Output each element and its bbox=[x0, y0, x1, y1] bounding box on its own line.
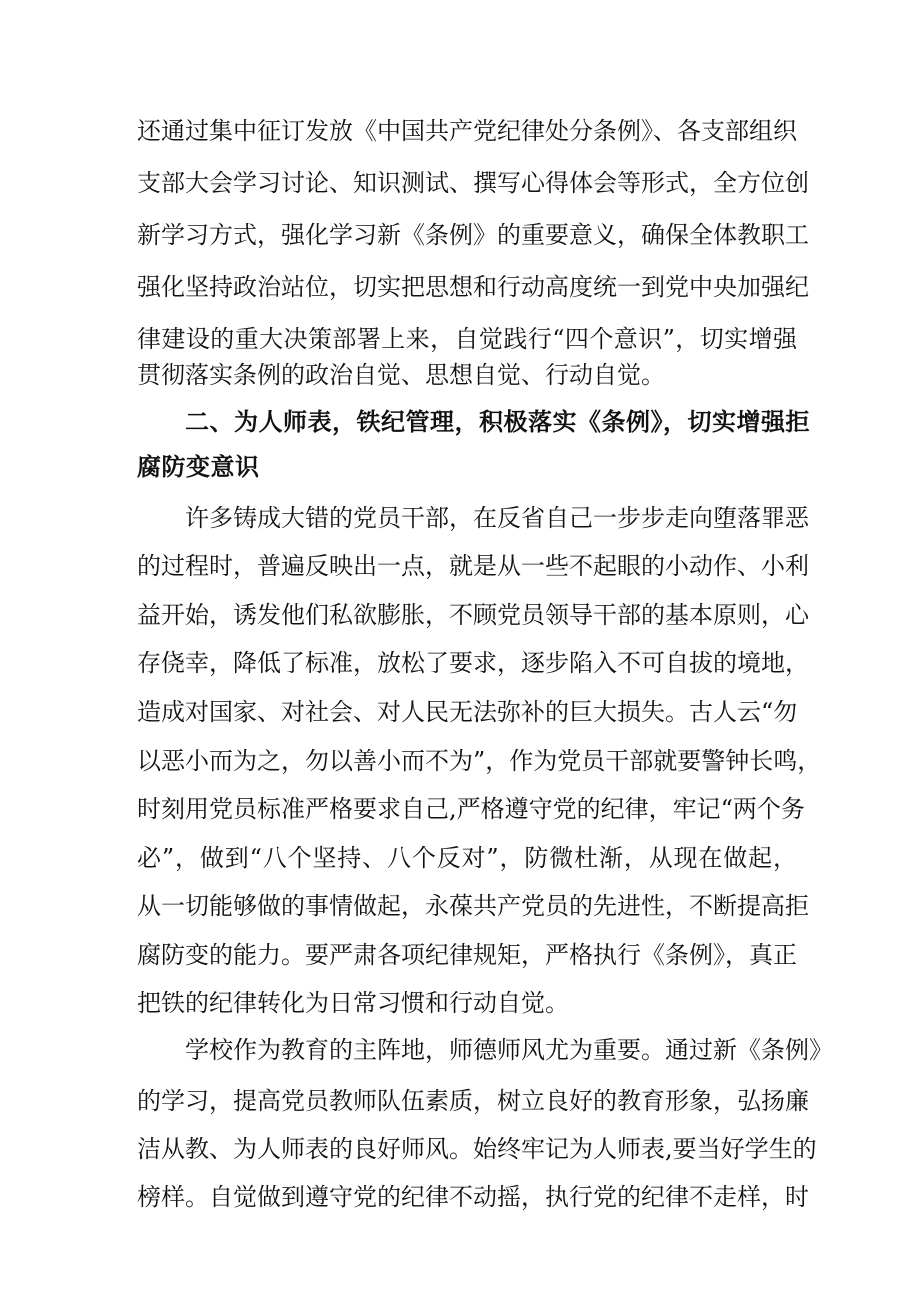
paragraph-line: 把铁的纪律转化为日常习惯和行动自觉。 bbox=[137, 989, 569, 1017]
paragraph-line: 存侥幸，降低了标准，放松了要求，逐步陷入不可自拔的境地， bbox=[137, 649, 809, 677]
paragraph-line: 强化坚持政治站位，切实把思想和行动高度统一到党中央加强纪 bbox=[137, 273, 809, 301]
paragraph-line: 榜样。自觉做到遵守党的纪律不动摇，执行党的纪律不走样，时 bbox=[137, 1183, 809, 1211]
heading-line: 二、为人师表，铁纪管理，积极落实《条例》，切实增强拒 bbox=[185, 408, 810, 436]
paragraph-line: 的过程时，普遍反映出一点，就是从一些不起眼的小动作、小利 bbox=[137, 552, 809, 580]
heading-line: 腐防变意识 bbox=[137, 453, 260, 481]
paragraph-line: 学校作为教育的主阵地，师德师风尤为重要。通过新《条例》 bbox=[185, 1036, 833, 1064]
paragraph-line: 许多铸成大错的党员干部，在反省自己一步步走向堕落罪恶 bbox=[185, 504, 809, 532]
paragraph-line: 以恶小而为之，勿以善小而不为”，作为党员干部就要警钟长鸣， bbox=[137, 747, 822, 775]
paragraph-line: 腐防变的能力。要严肃各项纪律规矩，严格执行《条例》，真正 bbox=[137, 941, 797, 969]
paragraph-line: 造成对国家、对社会、对人民无法弥补的巨大损失。古人云“勿 bbox=[137, 698, 798, 726]
paragraph-line: 益开始，诱发他们私欲膨胀，不顾党员领导干部的基本原则，心 bbox=[137, 601, 809, 629]
paragraph-line: 贯彻落实条例的政治自觉、思想自觉、行动自觉。 bbox=[137, 361, 665, 389]
paragraph-line: 律建设的重大决策部署上来，自觉践行“四个意识”，切实增强 bbox=[137, 325, 797, 353]
paragraph-line: 还通过集中征订发放《中国共产党纪律处分条例》、各支部组织 bbox=[137, 117, 797, 145]
paragraph-line: 必”，做到“八个坚持、八个反对”，防微杜渐，从现在做起， bbox=[137, 844, 797, 872]
paragraph-line: 时刻用党员标准严格要求自己,严格遵守党的纪律，牢记“两个务 bbox=[137, 795, 805, 823]
paragraph-line: 的学习，提高党员教师队伍素质，树立良好的教育形象，弘扬廉 bbox=[137, 1087, 809, 1115]
paragraph-line: 支部大会学习讨论、知识测试、撰写心得体会等形式，全方位创 bbox=[137, 169, 809, 197]
paragraph-line: 新学习方式，强化学习新《条例》的重要意义，确保全体教职工 bbox=[137, 221, 809, 249]
paragraph-line: 从一切能够做的事情做起，永葆共产党员的先进性，不断提高拒 bbox=[137, 892, 809, 920]
paragraph-line: 洁从教、为人师表的良好师风。始终牢记为人师表,要当好学生的 bbox=[137, 1135, 817, 1163]
